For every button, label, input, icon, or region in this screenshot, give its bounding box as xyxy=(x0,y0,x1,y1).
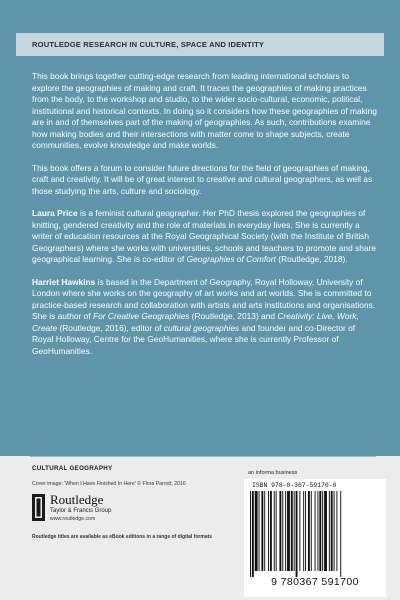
ean-digits: 9 780367 591700 xyxy=(271,576,359,588)
cover-image-credit: Cover image: 'When I Have Finished In Here' © Flora Parrott, 2016 xyxy=(32,481,186,487)
description-paragraph-1: This book brings together cutting-edge research from leading international scholars to explore the geographies of making and craft. It traces the geographies of making practices from the body, to the workshop and studio, to the wider socio-cultural, economic, political, institutional and historical contexts. In doing so it considers how these geographies of making are in and of themselves part of the making of geographies. As such, contributions examine how making bodies and their intersections with matter come to shape subjects, create communities, evolve knowledge and make worlds. xyxy=(32,71,377,150)
series-title: ROUTLEDGE RESEARCH IN CULTURE, SPACE AND IDENTITY xyxy=(32,40,265,49)
barcode-icon xyxy=(250,491,380,577)
publisher-name: Routledge xyxy=(50,492,104,507)
ebook-note: Routledge titles are available as eBook editions in a range of digital formats xyxy=(32,534,213,540)
book-title: For Creative Geographies xyxy=(93,311,190,321)
subject-category: CULTURAL GEOGRAPHY xyxy=(32,465,113,472)
description-paragraph-2: This book offers a forum to consider future directions for the field of geographies of making, craft and creativity. It will be of great interest to creative and cultural geographers, as well as those studying the arts, culture and sociology. xyxy=(32,162,373,196)
isbn-number: ISBN 978-0-367-59170-0 xyxy=(252,482,337,489)
series-title-bar xyxy=(16,33,384,56)
publisher-block xyxy=(50,493,111,523)
author-bio-2: Harriet Hawkins is based in the Department of Geography, Royal Holloway, University of London where she works on the geography of art works and art worlds. She is committed to practice-based research and collaboration with artists and arts institutions and organisations. She is author of For Creative Geographies (Routledge, 2013) and Creativity: Live, Work, Create (Routledge, 2016), editor of cultural geographies and founder and co-Director of Royal Holloway, Centre for the GeoHumanities, where she is currently Professor of GeoHumanities. xyxy=(32,276,376,356)
divider xyxy=(30,456,376,457)
author-name: Laura Price xyxy=(32,208,78,218)
footer-panel xyxy=(0,456,400,600)
book-title: Geographies of Comfort xyxy=(186,254,276,264)
journal-title: cultural geographies xyxy=(163,322,240,333)
book-title: Creativity: Live, Work, Create xyxy=(32,311,359,333)
barcode-block xyxy=(244,470,386,597)
author-name: Harriet Hawkins xyxy=(32,276,96,287)
routledge-logo-icon xyxy=(32,494,45,521)
publisher-url: www.routledge.com xyxy=(50,516,96,522)
barcode-box xyxy=(244,479,386,597)
parent-brand: an informa business xyxy=(248,470,298,476)
publisher-group: Taylor & Francis Group xyxy=(50,508,112,514)
back-cover-text xyxy=(32,71,378,368)
author-bio-1: Laura Price is a feminist cultural geographer. Her PhD thesis explored the geographies of knitting, gendered creativity and the role of materials in everyday lives. She is currently a writer of education resources at the Royal Geographical Society (with the Institute of British Geographers) where she works with universities, schools and teachers to promote and share geographical learning. She is co-editor of Geographies of Comfort (Routledge, 2018). xyxy=(32,208,377,264)
